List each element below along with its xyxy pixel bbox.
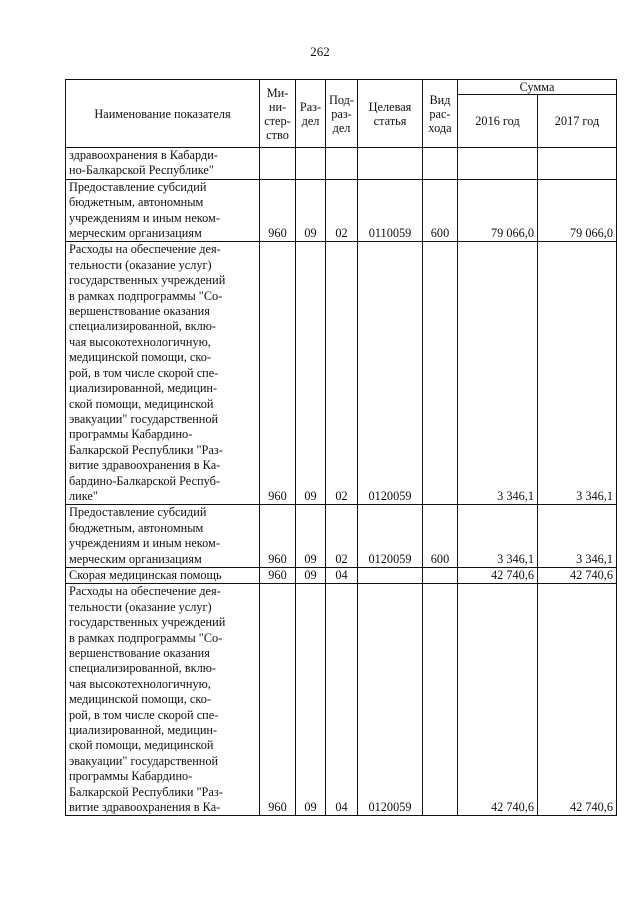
row-name-line: чая высокотехнологичную, (69, 334, 211, 349)
row-name-line: государственных учреждений (69, 615, 226, 630)
row-name-line: здравоохранения в Кабарди- (69, 148, 218, 162)
header-target-line: Целевая (368, 99, 412, 114)
cell-subsection: 02 (326, 242, 358, 505)
header-subsection-line: раз- (331, 106, 352, 121)
row-name-line: программы Кабардино- (69, 427, 193, 442)
cell-y2017: 79 066,0 (538, 179, 617, 242)
row-name-line: ской помощи, медицинской (69, 396, 214, 411)
header-section-line: дел (301, 113, 320, 128)
header-row (66, 80, 617, 95)
header-ministry-line: ни- (268, 99, 287, 114)
header-sum: Сумма (458, 80, 617, 95)
cell-target: 0120059 (358, 242, 423, 505)
row-name-line: Расходы на обеспечение дея- (69, 584, 221, 599)
row-name-line: лике" (69, 488, 98, 503)
table-row (66, 148, 617, 180)
cell-type: 600 (423, 179, 458, 242)
cell-y2016 (458, 148, 538, 180)
row-name-line: циализированной, медицин- (69, 381, 218, 396)
row-name-line: ской помощи, медицинской (69, 738, 214, 753)
cell-y2017 (538, 148, 617, 180)
cell-subsection: 02 (326, 179, 358, 242)
row-name-line: но-Балкарской Республике" (69, 163, 214, 178)
cell-y2017: 42 740,6 (538, 584, 617, 816)
row-name-line: мерческим организациям (69, 226, 202, 241)
row-name-line: вершенствование оказания (69, 646, 210, 660)
cell-type: 600 (423, 505, 458, 568)
header-ministry-line: ство (266, 127, 289, 142)
row-name-line: медицинской помощи, ско- (69, 692, 211, 707)
cell-ministry (260, 148, 296, 180)
cell-type (423, 584, 458, 816)
row-name-line: вершенствование оказания (69, 304, 210, 319)
cell-section: 09 (296, 242, 326, 505)
row-name-line: эвакуации" государственной (69, 411, 219, 426)
row-name-line: Скорая медицинская помощь (69, 567, 222, 582)
cell-subsection (326, 148, 358, 180)
row-name-line: в рамках подпрограммы "Со- (69, 630, 223, 645)
row-name (66, 567, 260, 583)
header-subsection-line: дел (332, 120, 351, 135)
row-name-line: мерческим организациям (69, 551, 202, 566)
cell-section: 09 (296, 505, 326, 568)
row-name-line: витие здравоохранения в Ка- (69, 458, 221, 473)
row-name-line: учреждениям и иным неком- (69, 210, 220, 225)
cell-section: 09 (296, 584, 326, 816)
cell-y2016: 3 346,1 (458, 505, 538, 568)
header-subsection-line: Под- (329, 92, 355, 107)
row-name-line: бюджетным, автономным (69, 195, 204, 210)
header-subsection (326, 80, 358, 148)
row-name-line: бардино-Балкарской Респуб- (69, 473, 220, 488)
cell-section: 09 (296, 567, 326, 583)
row-name-line: циализированной, медицин- (69, 723, 218, 738)
cell-y2017: 3 346,1 (538, 505, 617, 568)
row-name-line: Расходы на обеспечение дея- (69, 242, 221, 257)
row-name-line: эвакуации" государственной (69, 753, 219, 768)
row-name-line: бюджетным, автономным (69, 520, 204, 535)
row-name-line: тельности (оказание услуг) (69, 599, 212, 614)
row-name (66, 584, 260, 816)
cell-y2016: 42 740,6 (458, 567, 538, 583)
header-expense-type (423, 80, 458, 148)
header-target-line: статья (373, 113, 407, 128)
row-name-line: рой, в том числе скорой спе- (69, 707, 219, 722)
cell-target (358, 148, 423, 180)
cell-type (423, 567, 458, 583)
row-name-line: Предоставление субсидий (69, 179, 207, 194)
cell-type (423, 242, 458, 505)
header-expense-type-line: хода (428, 120, 452, 135)
header-expense-type-line: рас- (429, 106, 451, 121)
row-name (66, 179, 260, 242)
row-name-line: учреждениям и иным неком- (69, 536, 220, 551)
cell-ministry: 960 (260, 505, 296, 568)
cell-target (358, 567, 423, 583)
row-name-line: витие здравоохранения в Ка- (69, 800, 221, 815)
header-year-2016: 2016 год (458, 95, 538, 148)
row-name (66, 505, 260, 568)
table-row (66, 584, 617, 816)
row-name-line: Балкарской Республики "Раз- (69, 442, 223, 457)
cell-subsection: 04 (326, 584, 358, 816)
cell-type (423, 148, 458, 180)
cell-subsection: 02 (326, 505, 358, 568)
row-name-line: Предоставление субсидий (69, 505, 207, 520)
header-expense-type-line: Вид (429, 92, 451, 107)
table-body (66, 148, 617, 816)
row-name (66, 242, 260, 505)
row-name-line: тельности (оказание услуг) (69, 257, 212, 272)
table-row (66, 505, 617, 568)
cell-ministry: 960 (260, 242, 296, 505)
header-year-2017: 2017 год (538, 95, 617, 148)
cell-y2016: 42 740,6 (458, 584, 538, 816)
header-section (296, 80, 326, 148)
header-ministry (260, 80, 296, 148)
row-name-line: Балкарской Республики "Раз- (69, 784, 223, 799)
header-section-line: Раз- (299, 99, 322, 114)
cell-target: 0120059 (358, 505, 423, 568)
row-name-line: чая высокотехнологичную, (69, 676, 211, 691)
cell-y2017: 3 346,1 (538, 242, 617, 505)
cell-target: 0120059 (358, 584, 423, 816)
cell-section: 09 (296, 179, 326, 242)
cell-ministry: 960 (260, 179, 296, 242)
cell-subsection: 04 (326, 567, 358, 583)
table-row (66, 179, 617, 242)
cell-y2016: 3 346,1 (458, 242, 538, 505)
table-row (66, 242, 617, 505)
row-name-line: в рамках подпрограммы "Со- (69, 288, 223, 303)
cell-ministry: 960 (260, 567, 296, 583)
row-name-line: программы Кабардино- (69, 769, 193, 784)
row-name-line: рой, в том числе скорой спе- (69, 365, 219, 380)
header-target (358, 80, 423, 148)
header-ministry-line: стер- (264, 113, 291, 128)
cell-y2016: 79 066,0 (458, 179, 538, 242)
budget-table (65, 79, 617, 816)
row-name (66, 148, 260, 180)
cell-ministry: 960 (260, 584, 296, 816)
header-ministry-line: Ми- (266, 85, 289, 100)
header-name: Наименование показателя (66, 80, 260, 148)
row-name-line: медицинской помощи, ско- (69, 350, 211, 365)
table-row (66, 567, 617, 583)
page-number: 262 (310, 44, 330, 59)
row-name-line: специализированной, вклю- (69, 661, 217, 676)
cell-target: 0110059 (358, 179, 423, 242)
cell-section (296, 148, 326, 180)
row-name-line: государственных учреждений (69, 273, 226, 288)
row-name-line: специализированной, вклю- (69, 319, 217, 334)
cell-y2017: 42 740,6 (538, 567, 617, 583)
